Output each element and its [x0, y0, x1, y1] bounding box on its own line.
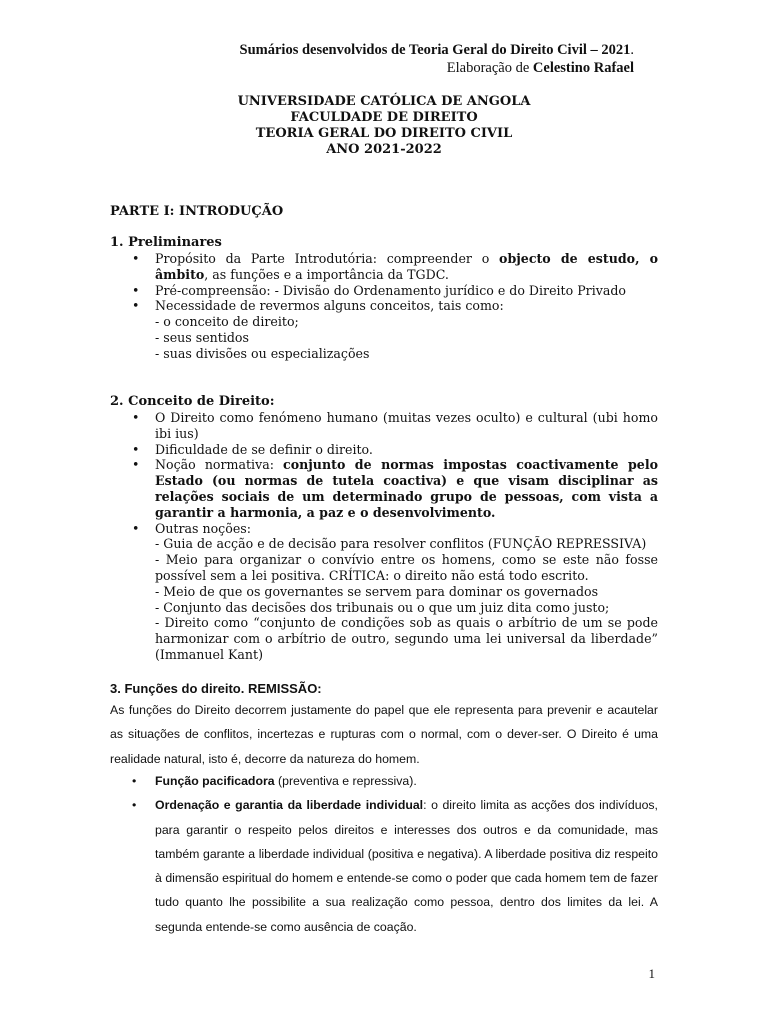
academic-year: ANO 2021-2022 — [326, 142, 442, 157]
header-title — [240, 42, 634, 59]
list-item — [110, 298, 658, 361]
item-text: Outras noções: — [155, 520, 251, 536]
header-author-prefix: Elaboração de — [446, 60, 533, 76]
sub-item: - Direito como “conjunto de condições sob as quais o arbítrio de um se pode harmonizar com o arbítrio de outro, segundo uma lei universal da liberdade” (Immanuel Kant) — [155, 615, 658, 662]
sub-item: - Meio de que os governantes se servem para dominar os governados — [155, 583, 599, 599]
section-3-list — [110, 769, 658, 939]
item-text: Noção normativa: — [155, 457, 284, 473]
item-text: (preventiva e repressiva). — [274, 774, 417, 788]
list-item — [110, 769, 658, 793]
bullet-icon: • — [132, 457, 140, 473]
item-text: : o direito limita as acções dos indivíduos, para garantir o respeito pelos direitos e interesses dos outros e da comunidade, mas também garante a liberdade individual (positiva e negativa). A liberdade positiva diz respeito à dimensão espiritual do homem e entende-se como o poder que cada homem tem de fazer tudo quanto lhe possibilite a sua realização como pessoa, dentro dos limites da lei. A segunda entende-se como ausência de coação. — [155, 798, 658, 934]
section-2-list — [110, 410, 658, 663]
sub-item: - Conjunto das decisões dos tribunais ou o que um juiz dita como justo; — [155, 599, 610, 615]
list-item — [110, 793, 658, 939]
sub-item: - seus sentidos — [155, 329, 249, 345]
bullet-icon: • — [132, 774, 137, 788]
list-item — [110, 251, 658, 283]
sub-item: - suas divisões ou especializações — [155, 345, 370, 361]
header-author-name: Celestino Rafael — [532, 60, 634, 76]
list-item — [110, 521, 658, 663]
item-text: Necessidade de revermos alguns conceitos, tais como: — [155, 298, 504, 314]
item-bold-text: Função pacificadora — [155, 774, 275, 788]
university-name: UNIVERSIDADE CATÓLICA DE ANGOLA — [237, 94, 531, 109]
item-bold-text: Ordenação e garantia da liberdade individual — [155, 798, 424, 813]
list-item — [110, 442, 658, 458]
section-1-list — [110, 251, 658, 362]
section-2-title: 2. Conceito de Direito: — [110, 394, 275, 409]
faculty-name: FACULDADE DE DIREITO — [290, 110, 478, 125]
bullet-icon: • — [132, 298, 140, 314]
list-item — [110, 410, 658, 442]
sub-item: - Guia de acção e de decisão para resolver conflitos (FUNÇÃO REPRESSIVA) — [155, 536, 647, 552]
section-1-title: 1. Preliminares — [110, 235, 222, 250]
bullet-icon: • — [132, 251, 140, 266]
item-text: , as funções e a importância da TGDC. — [204, 266, 449, 282]
list-item — [110, 283, 658, 299]
header-title-period: . — [630, 42, 634, 58]
sub-item: - Meio para organizar o convívio entre os homens, como se este não fosse possível sem a lei positiva. CRÍTICA: o direito não está todo escrito. — [155, 552, 658, 583]
page-number: 1 — [648, 966, 655, 981]
sub-item: - o conceito de direito; — [155, 314, 299, 330]
item-text: O Direito como fenómeno humano (muitas vezes oculto) e cultural (ubi homo ibi ius) — [155, 410, 658, 441]
item-text: Dificuldade de se definir o direito. — [155, 441, 373, 457]
header-title-text: Sumários desenvolvidos de Teoria Geral do Direito Civil – 2021 — [239, 42, 631, 58]
item-text: Pré-compreensão: - Divisão do Ordenamento jurídico e do Direito Privado — [155, 282, 626, 298]
bullet-icon: • — [132, 441, 140, 457]
item-text: Propósito da Parte Introdutória: compreender o — [155, 251, 500, 266]
list-item — [110, 457, 658, 520]
bullet-icon: • — [132, 798, 137, 813]
item-bold-text: conjunto de normas impostas coactivamente pelo Estado (ou normas de tutela coactiva) e que visam disciplinar as relações sociais de um determinado grupo de pessoas, com vista a garantir a harmonia, a paz e o desenvolvimento. — [155, 457, 659, 520]
bullet-icon: • — [132, 520, 140, 536]
part-title: PARTE I: INTRODUÇÃO — [110, 204, 284, 219]
bullet-icon: • — [132, 410, 140, 425]
bullet-icon: • — [132, 282, 140, 298]
header-author — [447, 60, 634, 77]
section-3-title: 3. Funções do direito. REMISSÃO: — [110, 681, 322, 696]
section-3-paragraph: As funções do Direito decorrem justamente do papel que ele representa para prevenir e acautelar as situações de conflitos, incertezas e rupturas com o normal, com o dever-ser. O Direito é uma realidade natural, isto é, decorre da natureza do homem. — [110, 703, 658, 766]
title-block — [110, 94, 658, 158]
item-bold-text: objecto de estudo, o âmbito — [155, 251, 658, 282]
course-name: TEORIA GERAL DO DIREITO CIVIL — [255, 126, 513, 141]
